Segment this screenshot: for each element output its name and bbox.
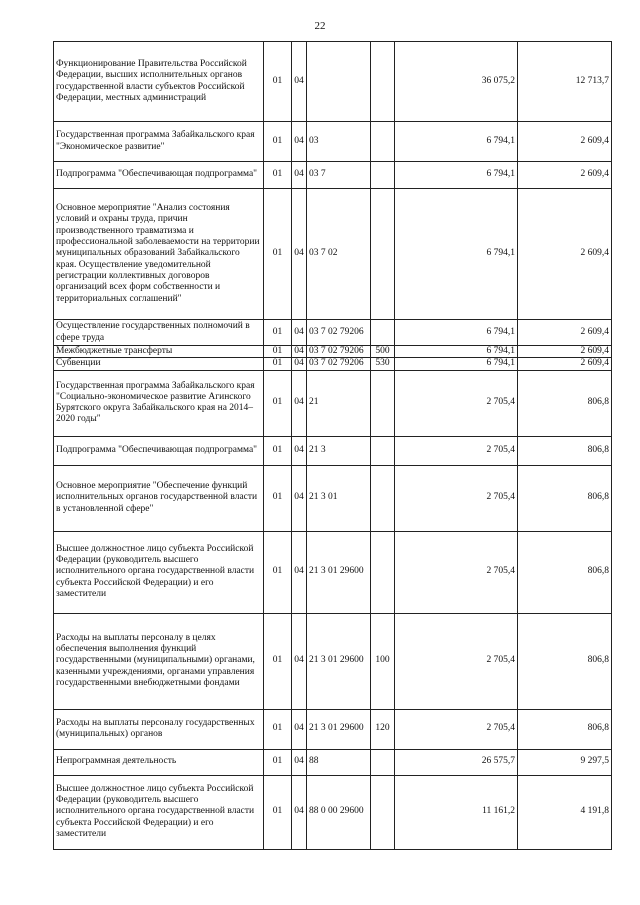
row-section: 01: [264, 749, 292, 775]
row-expense-type: [371, 42, 395, 122]
row-sum-total: 6 794,1: [395, 358, 518, 370]
row-expense-type: 530: [371, 358, 395, 370]
row-name: Государственная программа Забайкальского края "Социально-экономическое развитие Агинского Бурятского округа Забайкальского края на 2014–2020 годы": [54, 370, 264, 436]
row-target-article: 21 3: [307, 436, 371, 465]
row-sum-total: 2 705,4: [395, 436, 518, 465]
row-target-article: 88 0 00 29600: [307, 775, 371, 849]
row-expense-type: [371, 162, 395, 189]
row-target-article: 03 7 02: [307, 189, 371, 320]
row-name: Подпрограмма "Обеспечивающая подпрограмма": [54, 436, 264, 465]
row-name: Непрограммная деятельность: [54, 749, 264, 775]
row-sum-total: 6 794,1: [395, 346, 518, 358]
row-sum-budget: 806,8: [518, 436, 612, 465]
row-expense-type: [371, 749, 395, 775]
row-target-article: 88: [307, 749, 371, 775]
row-sum-total: 6 794,1: [395, 189, 518, 320]
table-row: [54, 358, 612, 370]
table-row: [54, 162, 612, 189]
row-subsection: 04: [292, 346, 307, 358]
row-sum-budget: 806,8: [518, 613, 612, 709]
row-sum-total: 6 794,1: [395, 122, 518, 162]
table-row: [54, 320, 612, 346]
row-expense-type: 500: [371, 346, 395, 358]
row-sum-total: 6 794,1: [395, 162, 518, 189]
row-target-article: 03 7 02 79206: [307, 320, 371, 346]
row-subsection: 04: [292, 465, 307, 531]
row-subsection: 04: [292, 42, 307, 122]
row-expense-type: [371, 370, 395, 436]
row-name: Высшее должностное лицо субъекта Российской Федерации (руководитель высшего исполнительного органа государственной власти субъекта Российской Федерации) и его заместители: [54, 775, 264, 849]
row-sum-total: 26 575,7: [395, 749, 518, 775]
row-expense-type: [371, 320, 395, 346]
table-row: [54, 613, 612, 709]
row-sum-budget: 4 191,8: [518, 775, 612, 849]
row-subsection: 04: [292, 613, 307, 709]
row-target-article: 03 7 02 79206: [307, 346, 371, 358]
row-target-article: 03: [307, 122, 371, 162]
row-expense-type: [371, 436, 395, 465]
row-section: 01: [264, 162, 292, 189]
row-sum-budget: 806,8: [518, 465, 612, 531]
row-sum-total: 2 705,4: [395, 531, 518, 613]
table-row: [54, 749, 612, 775]
row-target-article: 21 3 01 29600: [307, 709, 371, 749]
budget-table-body: [54, 42, 612, 850]
row-sum-total: 6 794,1: [395, 320, 518, 346]
row-name: Основное мероприятие "Анализ состояния условий и охраны труда, причин производственного травматизма и профессиональной заболеваемости на территории муниципальных образований Забайкальского края. Осуществление уведомительной регистрации коллективных договоров организаций всех форм собственности и территориальных соглашений": [54, 189, 264, 320]
row-expense-type: 100: [371, 613, 395, 709]
row-target-article: 03 7: [307, 162, 371, 189]
row-sum-total: 11 161,2: [395, 775, 518, 849]
row-section: 01: [264, 775, 292, 849]
row-target-article: 21: [307, 370, 371, 436]
row-sum-budget: 2 609,4: [518, 358, 612, 370]
row-subsection: 04: [292, 370, 307, 436]
page-number: 22: [314, 20, 326, 32]
row-section: 01: [264, 122, 292, 162]
row-expense-type: [371, 531, 395, 613]
row-target-article: 21 3 01: [307, 465, 371, 531]
row-target-article: 03 7 02 79206: [307, 358, 371, 370]
row-name: Подпрограмма "Обеспечивающая подпрограмма": [54, 162, 264, 189]
row-sum-budget: 806,8: [518, 370, 612, 436]
row-sum-total: 2 705,4: [395, 709, 518, 749]
row-sum-budget: 2 609,4: [518, 346, 612, 358]
table-row: [54, 122, 612, 162]
row-subsection: 04: [292, 709, 307, 749]
table-row: [54, 775, 612, 849]
row-section: 01: [264, 531, 292, 613]
row-sum-budget: 2 609,4: [518, 122, 612, 162]
row-subsection: 04: [292, 749, 307, 775]
row-name: Осуществление государственных полномочий в сфере труда: [54, 320, 264, 346]
row-subsection: 04: [292, 320, 307, 346]
row-name: Высшее должностное лицо субъекта Российской Федерации (руководитель высшего исполнительного органа государственной власти субъекта Российской Федерации) и его заместители: [54, 531, 264, 613]
row-expense-type: [371, 122, 395, 162]
row-name: Расходы на выплаты персоналу в целях обеспечения выполнения функций государственными (муниципальными) органами, казенными учреждениями, органами управления государственными внебюджетными фондами: [54, 613, 264, 709]
row-sum-budget: 2 609,4: [518, 162, 612, 189]
table-row: [54, 436, 612, 465]
table-row: [54, 42, 612, 122]
row-sum-budget: 2 609,4: [518, 189, 612, 320]
row-name: Государственная программа Забайкальского края "Экономическое развитие": [54, 122, 264, 162]
row-section: 01: [264, 358, 292, 370]
row-section: 01: [264, 465, 292, 531]
row-expense-type: 120: [371, 709, 395, 749]
row-subsection: 04: [292, 162, 307, 189]
row-subsection: 04: [292, 189, 307, 320]
row-section: 01: [264, 709, 292, 749]
row-sum-budget: 2 609,4: [518, 320, 612, 346]
row-target-article: 21 3 01 29600: [307, 613, 371, 709]
table-row: [54, 465, 612, 531]
table-row: [54, 346, 612, 358]
row-name: Межбюджетные трансферты: [54, 346, 264, 358]
row-sum-total: 2 705,4: [395, 613, 518, 709]
row-name: Расходы на выплаты персоналу государственных (муниципальных) органов: [54, 709, 264, 749]
budget-table: [53, 41, 612, 850]
row-section: 01: [264, 189, 292, 320]
row-expense-type: [371, 189, 395, 320]
row-section: 01: [264, 436, 292, 465]
row-expense-type: [371, 465, 395, 531]
row-expense-type: [371, 775, 395, 849]
row-section: 01: [264, 370, 292, 436]
table-row: [54, 531, 612, 613]
table-row: [54, 370, 612, 436]
row-section: 01: [264, 346, 292, 358]
row-subsection: 04: [292, 531, 307, 613]
row-subsection: 04: [292, 775, 307, 849]
row-sum-budget: 806,8: [518, 709, 612, 749]
row-section: 01: [264, 613, 292, 709]
row-sum-budget: 9 297,5: [518, 749, 612, 775]
row-target-article: 21 3 01 29600: [307, 531, 371, 613]
row-subsection: 04: [292, 122, 307, 162]
row-sum-budget: 806,8: [518, 531, 612, 613]
row-sum-total: 2 705,4: [395, 370, 518, 436]
row-sum-total: 36 075,2: [395, 42, 518, 122]
row-section: 01: [264, 320, 292, 346]
row-subsection: 04: [292, 358, 307, 370]
row-name: Основное мероприятие "Обеспечение функций исполнительных органов государственной власти в установленной сфере": [54, 465, 264, 531]
row-name: Функционирование Правительства Российской Федерации, высших исполнительных органов государственной власти субъектов Российской Федерации, местных администраций: [54, 42, 264, 122]
row-sum-budget: 12 713,7: [518, 42, 612, 122]
table-row: [54, 709, 612, 749]
row-subsection: 04: [292, 436, 307, 465]
table-row: [54, 189, 612, 320]
row-sum-total: 2 705,4: [395, 465, 518, 531]
row-target-article: [307, 42, 371, 122]
row-section: 01: [264, 42, 292, 122]
row-name: Субвенции: [54, 358, 264, 370]
